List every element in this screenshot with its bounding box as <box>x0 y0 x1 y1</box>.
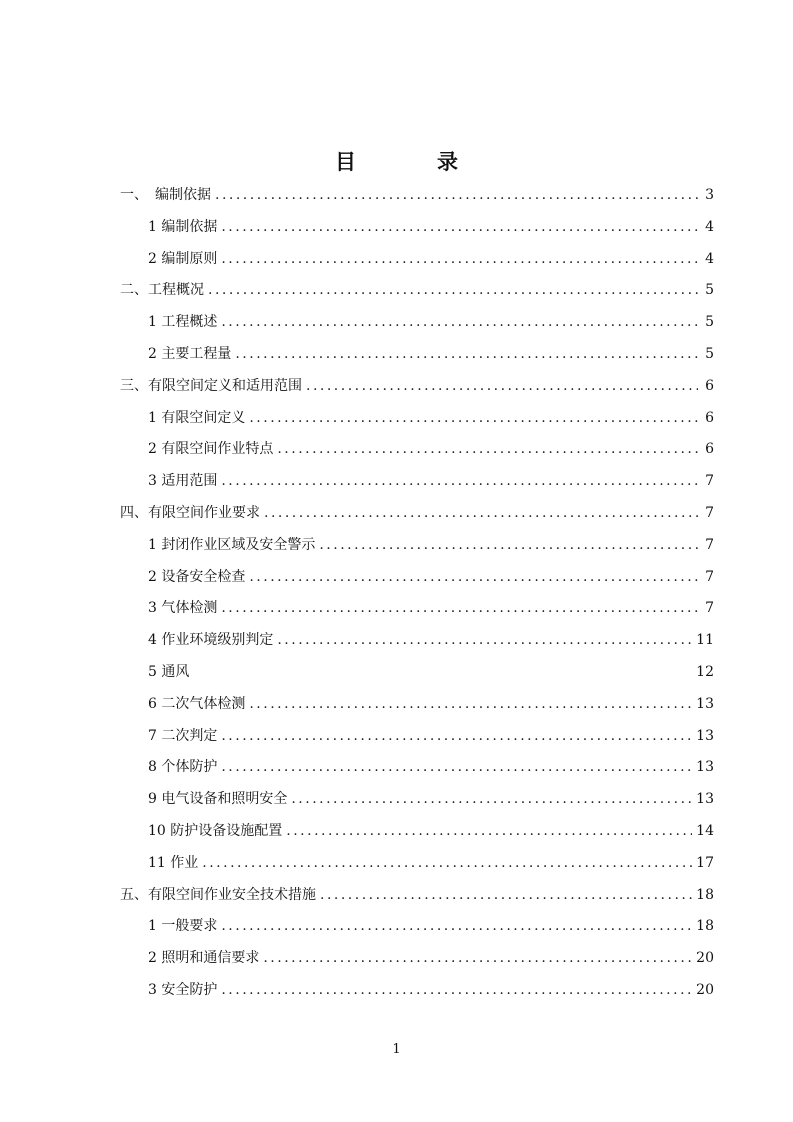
toc-entry[interactable] <box>120 562 714 594</box>
toc-leader-dots <box>221 752 692 784</box>
toc-entry-page: 12 <box>696 663 714 680</box>
toc-entry-label: 1 一般要求 <box>148 918 218 935</box>
toc-leader-dots <box>319 530 698 562</box>
toc-entry-page: 5 <box>705 314 714 331</box>
toc-leader-dots <box>277 434 698 466</box>
toc-entry-page: 5 <box>705 345 714 362</box>
toc-entry-label: 2 有限空间作业特点 <box>148 441 274 458</box>
toc-entry[interactable] <box>120 498 714 530</box>
toc-leader-dots <box>249 562 698 594</box>
toc-entry-label: 三、有限空间定义和适用范围 <box>120 377 302 394</box>
toc-leader-dots <box>221 975 692 1007</box>
toc-entry-page: 13 <box>696 727 714 744</box>
toc-leader-dots <box>221 466 698 498</box>
toc-entry-label: 7 二次判定 <box>148 727 218 744</box>
toc-entry-label: 1 编制依据 <box>148 218 218 235</box>
toc-entry[interactable] <box>120 752 714 784</box>
toc-leader-dots <box>221 244 698 276</box>
toc-entry-page: 7 <box>705 504 714 521</box>
toc-entry[interactable] <box>120 784 714 816</box>
toc-entry[interactable] <box>120 434 714 466</box>
toc-leader-dots <box>235 339 698 371</box>
toc-entry-page: 7 <box>705 473 714 490</box>
toc-entry[interactable] <box>120 880 714 912</box>
toc-entry-label: 2 编制原则 <box>148 250 218 267</box>
toc-entry[interactable] <box>120 816 714 848</box>
toc-entry-label: 1 封闭作业区域及安全警示 <box>148 536 316 553</box>
toc-entry-page: 6 <box>705 409 714 426</box>
toc-entry[interactable] <box>120 848 714 880</box>
toc-entry-page: 14 <box>696 822 714 839</box>
toc-leader-dots <box>202 848 692 880</box>
toc-entry-page: 7 <box>705 536 714 553</box>
toc-entry-page: 7 <box>705 600 714 617</box>
toc-entry-label: 2 设备安全检查 <box>148 568 246 585</box>
toc-entry[interactable] <box>120 593 714 625</box>
toc-entry-label: 2 照明和通信要求 <box>148 950 260 967</box>
toc-entry-label: 3 适用范围 <box>148 473 218 490</box>
toc-entry-label: 3 安全防护 <box>148 981 218 998</box>
toc-entry-label: 四、有限空间作业要求 <box>120 504 260 521</box>
toc-entry-page: 18 <box>696 918 714 935</box>
toc-entry-label: 5 通风 <box>148 663 190 680</box>
toc-entry-label: 11 作业 <box>148 854 199 871</box>
toc-entry[interactable] <box>120 403 714 435</box>
toc-entry-label: 1 工程概述 <box>148 314 218 331</box>
toc-entry-label: 一、 编制依据 <box>120 187 211 203</box>
toc-entry[interactable] <box>120 212 714 244</box>
toc-entry-label: 9 电气设备和照明安全 <box>148 791 288 808</box>
toc-entry-label: 二、工程概况 <box>120 282 204 299</box>
toc-entry[interactable] <box>120 371 714 403</box>
toc-entry-page: 6 <box>705 377 714 394</box>
toc-entry[interactable] <box>120 275 714 307</box>
toc-entry-label: 4 作业环境级别判定 <box>148 632 274 649</box>
toc-entry-page: 7 <box>705 568 714 585</box>
toc-entry[interactable] <box>120 975 714 1007</box>
toc-leader-dots <box>306 371 698 403</box>
toc-entry-page: 20 <box>696 950 714 967</box>
toc-entry-page: 4 <box>705 250 714 267</box>
table-of-contents <box>120 180 714 1007</box>
toc-leader-dots <box>221 593 698 625</box>
toc-entry-page: 13 <box>696 695 714 712</box>
toc-entry[interactable] <box>120 943 714 975</box>
toc-entry-page: 13 <box>696 791 714 808</box>
toc-entry[interactable] <box>120 721 714 753</box>
toc-leader-dots <box>320 880 692 912</box>
toc-leader-dots <box>215 180 698 212</box>
toc-entry-page: 5 <box>705 282 714 299</box>
toc-entry[interactable] <box>120 180 714 212</box>
toc-entry-label: 3 气体检测 <box>148 600 218 617</box>
toc-leader-dots <box>208 275 698 307</box>
toc-entry[interactable] <box>120 466 714 498</box>
toc-leader-dots <box>249 403 698 435</box>
toc-entry[interactable] <box>120 657 714 689</box>
toc-entry-page: 20 <box>696 981 714 998</box>
toc-leader-dots <box>291 784 692 816</box>
toc-entry[interactable] <box>120 911 714 943</box>
toc-leader-dots <box>264 498 698 530</box>
toc-entry-label: 10 防护设备设施配置 <box>148 822 283 839</box>
toc-entry[interactable] <box>120 307 714 339</box>
toc-entry[interactable] <box>120 339 714 371</box>
toc-leader-dots <box>277 625 692 657</box>
toc-entry-page: 18 <box>696 886 714 903</box>
toc-entry-label: 6 二次气体检测 <box>148 695 246 712</box>
page-title: 目 录 <box>335 149 488 174</box>
toc-leader-dots <box>221 307 698 339</box>
toc-entry-label: 1 有限空间定义 <box>148 409 246 426</box>
toc-entry[interactable] <box>120 244 714 276</box>
toc-leader-dots <box>221 212 698 244</box>
page-number: 1 <box>392 1042 401 1057</box>
toc-entry-label: 8 个体防护 <box>148 759 218 776</box>
toc-leader-dots <box>221 911 692 943</box>
toc-entry-page: 13 <box>696 759 714 776</box>
toc-leader-dots <box>221 721 692 753</box>
toc-leader-dots <box>286 816 692 848</box>
toc-leader-dots <box>249 689 692 721</box>
toc-entry[interactable] <box>120 689 714 721</box>
toc-entry-page: 17 <box>696 854 714 871</box>
toc-entry-label: 五、有限空间作业安全技术措施 <box>120 886 316 903</box>
toc-entry-page: 6 <box>705 441 714 458</box>
toc-leader-dots <box>263 943 692 975</box>
toc-entry-page: 4 <box>705 218 714 235</box>
toc-entry[interactable] <box>120 625 714 657</box>
toc-entry-label: 2 主要工程量 <box>148 345 232 362</box>
toc-entry[interactable] <box>120 530 714 562</box>
toc-entry-page: 11 <box>696 632 714 649</box>
toc-entry-page: 3 <box>705 187 714 203</box>
